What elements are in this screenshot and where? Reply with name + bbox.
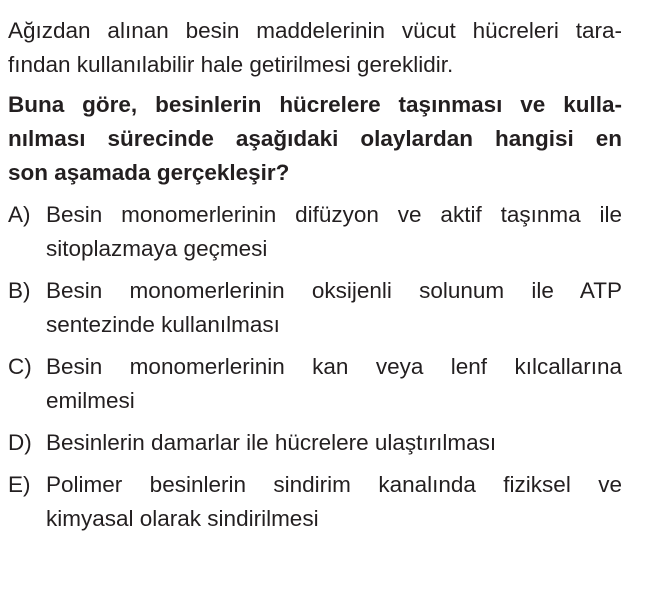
option-b-text	[46, 274, 622, 342]
option-a[interactable]	[8, 198, 622, 266]
option-b[interactable]	[8, 274, 622, 342]
option-a-text	[46, 198, 622, 266]
question-stem	[8, 14, 622, 82]
stem-line-1: Ağızdan alınan besin maddelerinin vücut hücreleri tara-	[8, 18, 622, 43]
option-d-letter: D)	[8, 430, 32, 455]
option-a-letter: A)	[8, 202, 31, 227]
prompt-line-2: nılması sürecinde aşağıdaki olaylardan hangisi en	[8, 126, 622, 151]
prompt-line-1: Buna göre, besinlerin hücrelere taşınması ve kulla-	[8, 92, 622, 117]
option-e-line-1: Polimer besinlerin sindirim kanalında fiziksel ve	[46, 472, 622, 497]
question-prompt	[8, 88, 622, 190]
option-d[interactable]	[8, 426, 622, 460]
option-d-line-1: Besinlerin damarlar ile hücrelere ulaştırılması	[46, 430, 497, 455]
stem-line-2: fından kullanılabilir hale getirilmesi gereklidir.	[8, 52, 454, 77]
option-b-letter: B)	[8, 278, 31, 303]
option-a-line-2: sitoplazmaya geçmesi	[46, 236, 268, 261]
prompt-line-3: son aşamada gerçekleşir?	[8, 160, 290, 185]
option-c[interactable]	[8, 350, 622, 418]
option-c-letter: C)	[8, 354, 32, 379]
option-a-line-1: Besin monomerlerinin difüzyon ve aktif taşınma ile	[46, 202, 622, 227]
option-c-text	[46, 350, 622, 418]
option-e-text	[46, 468, 622, 536]
option-e-line-2: kimyasal olarak sindirilmesi	[46, 506, 319, 531]
option-d-text	[46, 426, 622, 460]
option-c-line-1: Besin monomerlerinin kan veya lenf kılcallarına	[46, 354, 622, 379]
option-b-line-1: Besin monomerlerinin oksijenli solunum ile ATP	[46, 278, 622, 303]
question-page	[8, 14, 622, 544]
option-e[interactable]	[8, 468, 622, 536]
option-b-line-2: sentezinde kullanılması	[46, 312, 280, 337]
option-e-letter: E)	[8, 472, 31, 497]
option-c-line-2: emilmesi	[46, 388, 135, 413]
